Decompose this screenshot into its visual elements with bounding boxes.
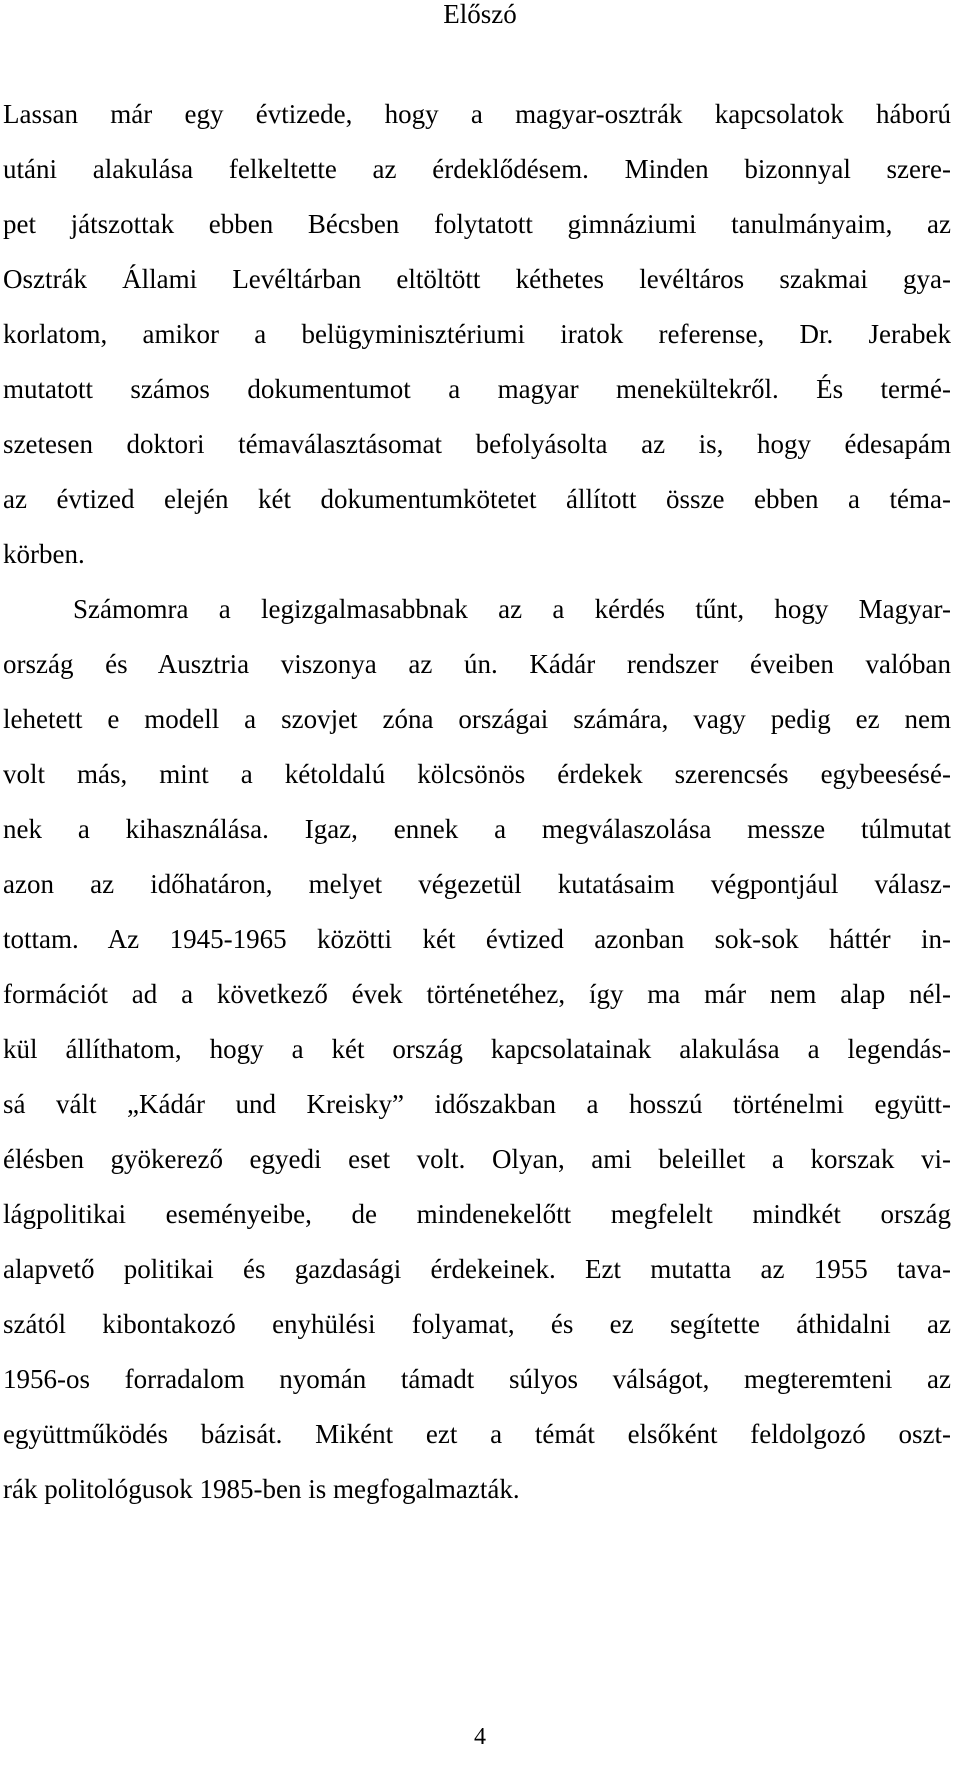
text-line: pet játszottak ebben Bécsben folytatott gimnáziumi tanulmányaim, az [3,209,951,239]
paragraph-2 [3,585,951,1520]
text-line: élésben gyökerező egyedi eset volt. Olyan, ami beleillet a korszak vi- [3,1144,951,1174]
text-line: volt más, mint a kétoldalú kölcsönös érdekek szerencsés egybeesésé- [3,759,951,789]
text-line: az évtized elején két dokumentumkötetet állított össze ebben a téma- [3,484,951,514]
text-line: alapvető politikai és gazdasági érdekeinek. Ezt mutatta az 1955 tava- [3,1254,951,1284]
page-number: 4 [474,1724,486,1750]
text-line: sá vált „Kádár und Kreisky” időszakban a hosszú történelmi együtt- [3,1089,951,1119]
text-line: tottam. Az 1945-1965 közötti két évtized azonban sok-sok háttér in- [3,924,951,954]
page-title: Előszó [443,0,517,29]
text-line: kül állíthatom, hogy a két ország kapcsolatainak alakulása a legendás- [3,1034,951,1064]
text-line: szától kibontakozó enyhülési folyamat, és ez segítette áthidalni az [3,1309,951,1339]
text-line: mutatott számos dokumentumot a magyar menekültekről. És termé- [3,374,951,404]
text-line: együttműködés bázisát. Miként ezt a témát elsőként feldolgozó oszt- [3,1419,951,1449]
text-line: rák politológusok 1985-ben is megfogalmazták. [3,1474,520,1504]
body-text [3,90,951,1520]
text-line: Osztrák Állami Levéltárban eltöltött kéthetes levéltáros szakmai gya- [3,264,951,294]
paragraph-1 [3,90,951,585]
text-line: ország és Ausztria viszonya az ún. Kádár rendszer éveiben valóban [3,649,951,679]
text-line: korlatom, amikor a belügyminisztériumi iratok referense, Dr. Jerabek [3,319,951,349]
text-line: Lassan már egy évtizede, hogy a magyar-osztrák kapcsolatok háború [3,99,951,129]
text-line: lehetett e modell a szovjet zóna országai számára, vagy pedig ez nem [3,704,951,734]
text-line: 1956-os forradalom nyomán támadt súlyos válságot, megteremteni az [3,1364,951,1394]
text-line: szetesen doktori témaválasztásomat befolyásolta az is, hogy édesapám [3,429,951,459]
text-line: Számomra a legizgalmasabbnak az a kérdés tűnt, hogy Magyar- [73,594,951,624]
text-line: körben. [3,539,85,569]
text-line: nek a kihasználása. Igaz, ennek a megválaszolása messze túlmutat [3,814,951,844]
text-line: azon az időhatáron, melyet végezetül kutatásaim végpontjául válasz- [3,869,951,899]
text-line: lágpolitikai eseményeibe, de mindenekelőtt megfelelt mindkét ország [3,1199,951,1229]
text-line: utáni alakulása felkeltette az érdeklődésem. Minden bizonnyal szere- [3,154,951,184]
text-line: formációt ad a következő évek történetéhez, így ma már nem alap nél- [3,979,951,1009]
